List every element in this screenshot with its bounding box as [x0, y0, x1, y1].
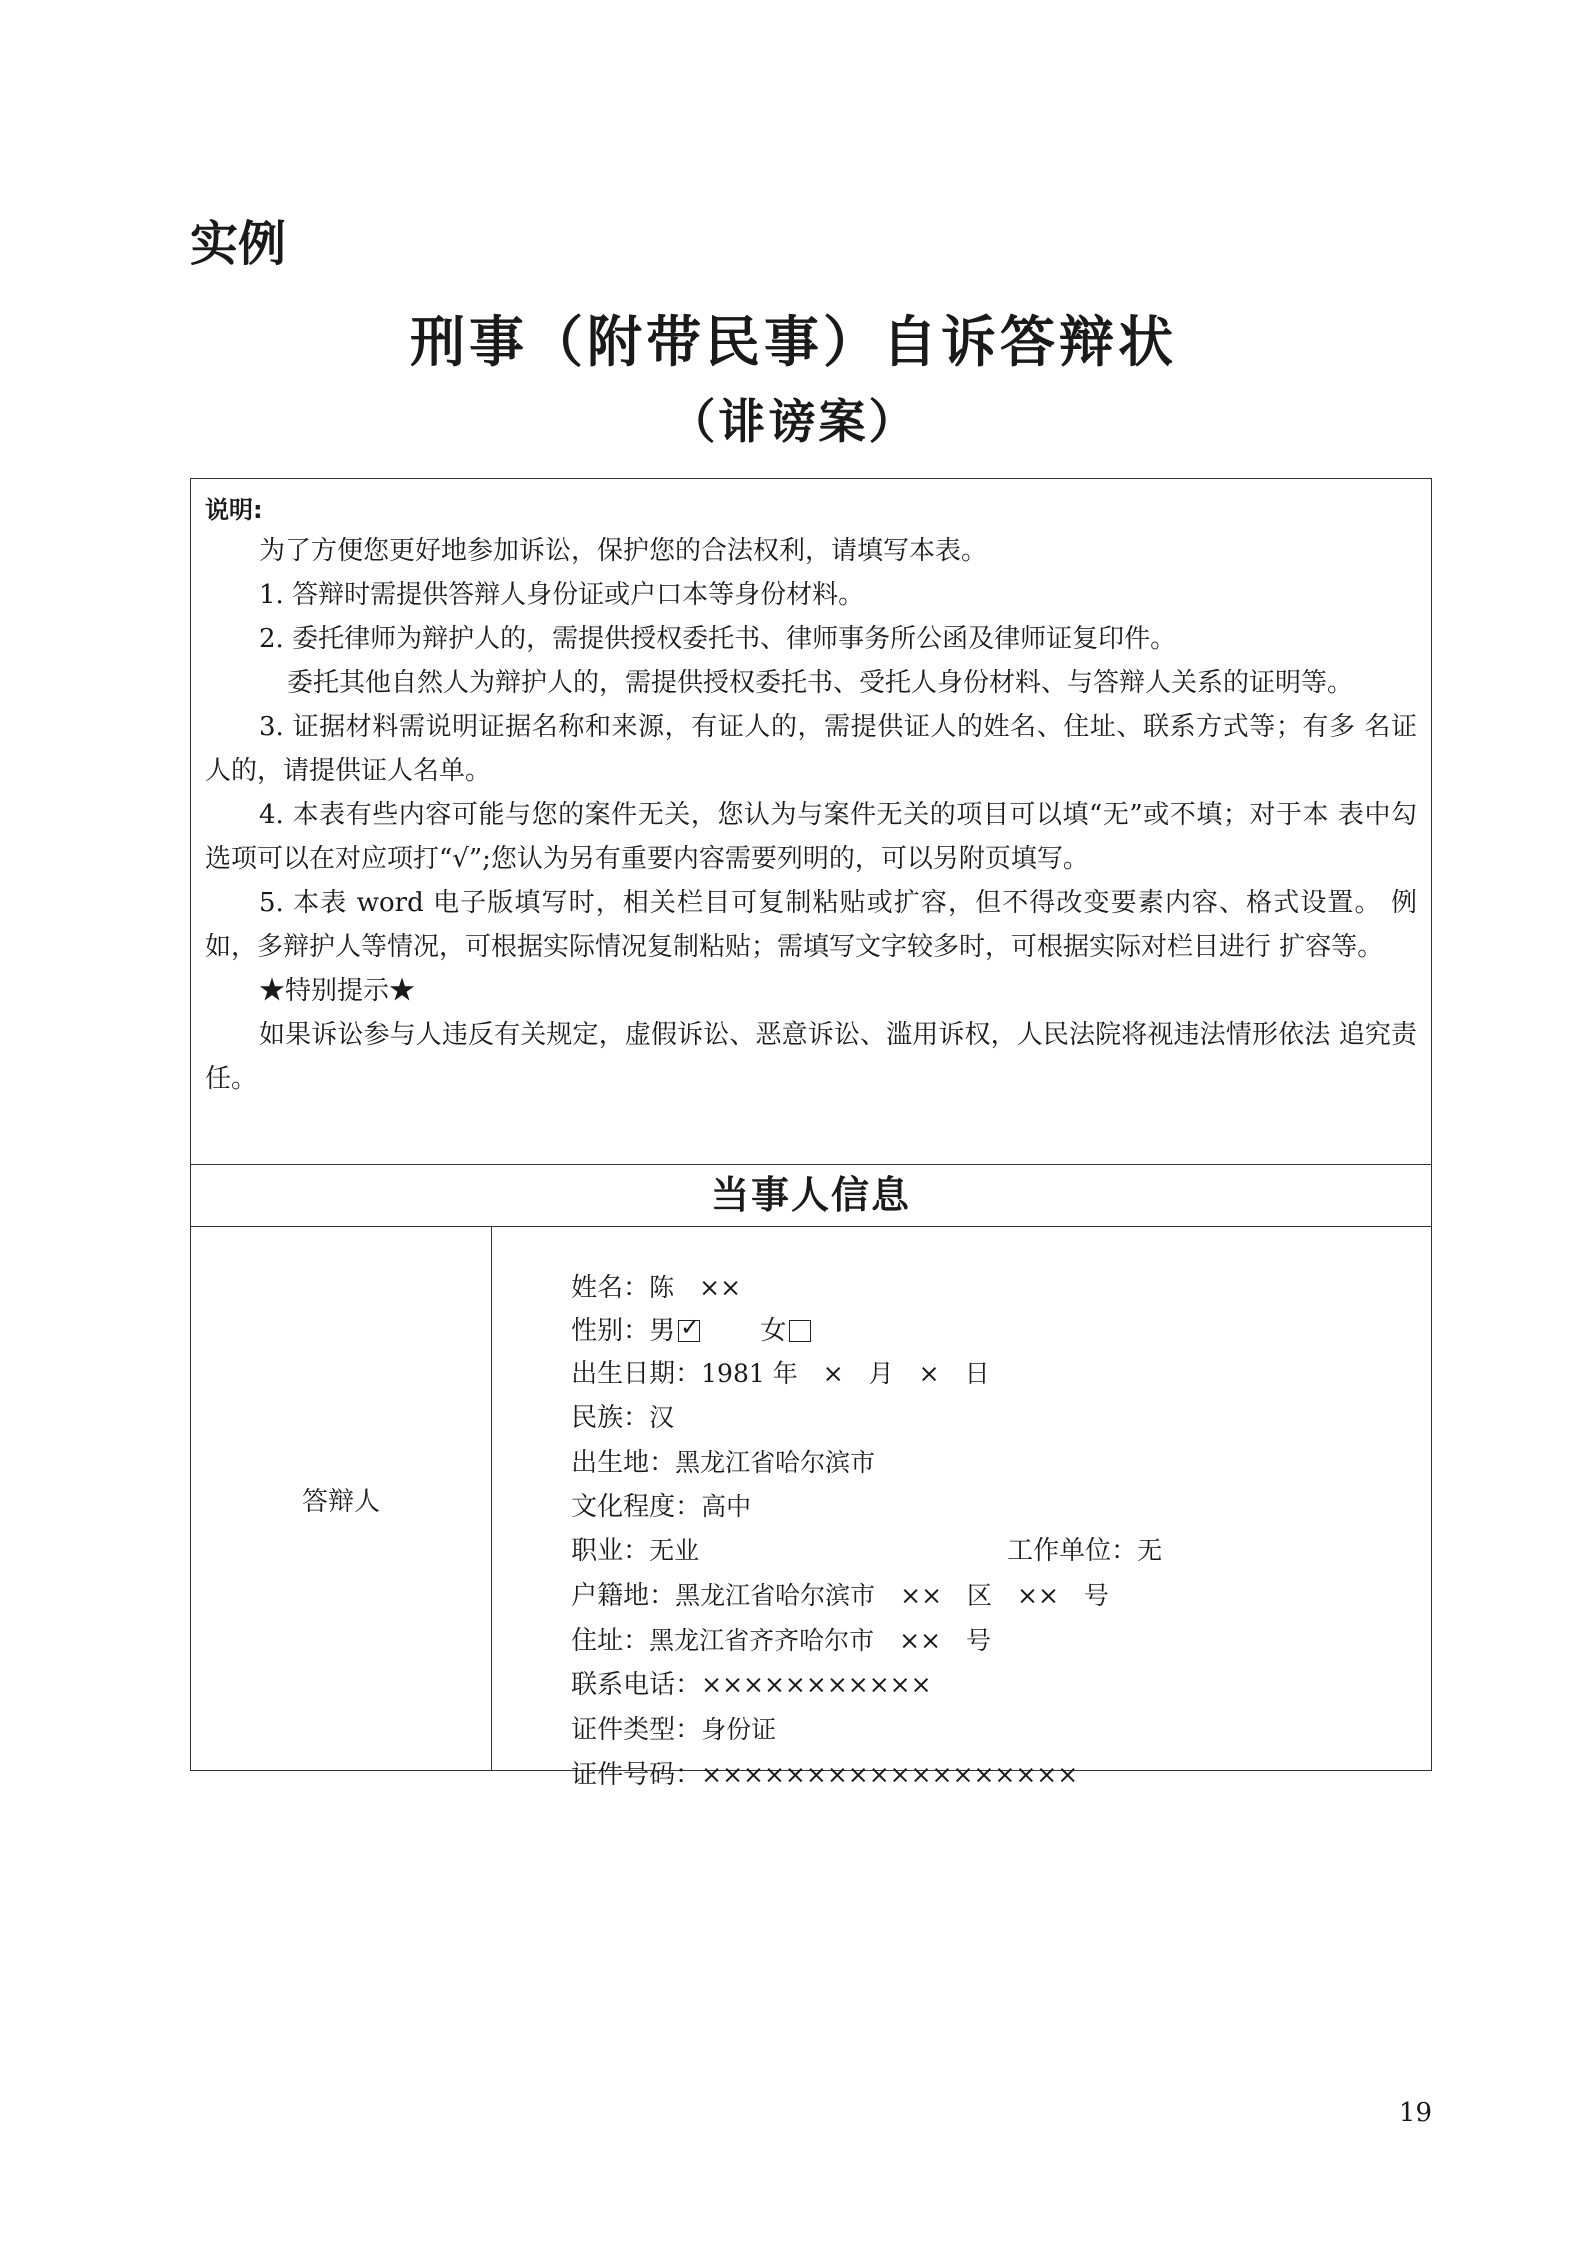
column-divider: [491, 1226, 492, 1771]
instructions-item-1: 1. 答辩时需提供答辩人身份证或户口本等身份材料。: [259, 580, 865, 610]
huji-field: 户籍地：黑龙江省哈尔滨市 ×× 区 ×× 号: [571, 1581, 1109, 1611]
phone-value: ×××××××××××: [701, 1670, 932, 1699]
address-field: 住址：黑龙江省齐齐哈尔市 ×× 号: [571, 1626, 992, 1656]
name-field: 姓名：陈 ××: [571, 1273, 742, 1303]
instructions-item-4: 4. 本表有些内容可能与您的案件无关，您认为与案件无关的项目可以填“无”或不填；对于本 表中勾选项可以在对应项打“√”;您认为另有重要内容需要列明的，可以另附页填写。: [205, 800, 1417, 874]
instructions-cell: [191, 479, 1431, 1164]
page-number: 19: [1398, 2098, 1432, 2128]
document-title: 刑事（附带民事）自诉答辩状: [409, 309, 1177, 374]
role-cell: [191, 1227, 491, 1772]
example-label: 实例: [190, 216, 287, 272]
employer-field: 工作单位：无: [1007, 1536, 1163, 1566]
form-table: [190, 478, 1432, 1790]
name-value: 陈 ××: [649, 1273, 742, 1302]
instructions-item-3: 3. 证据材料需说明证据名称和来源，有证人的，需提供证人的姓名、住址、联系方式等；有多 名证人的，请提供证人名单。: [205, 712, 1417, 786]
special-notice-title: ★特别提示★: [259, 976, 416, 1006]
education-value: 高中: [701, 1492, 752, 1521]
special-notice-text: 如果诉讼参与人违反有关规定，虚假诉讼、恶意诉讼、滥用诉权，人民法院将视违法情形依法 追究责任。: [205, 1020, 1417, 1094]
education-field: 文化程度：高中: [571, 1492, 752, 1522]
idtype-value: 身份证: [701, 1715, 777, 1744]
instructions-item-2-cont: 委托其他自然人为辩护人的，需提供授权委托书、受托人身份材料、与答辩人关系的证明等。: [287, 668, 1354, 698]
huji-value: 黑龙江省哈尔滨市 ×× 区 ×× 号: [675, 1581, 1109, 1610]
gender-field: 性别：男 ✓ 女: [505, 1280, 811, 1382]
occupation-field: 职业：无业: [571, 1536, 700, 1566]
instructions-item-2: 2. 委托律师为辩护人的，需提供授权委托书、律师事务所公函及律师证复印件。: [259, 624, 1177, 654]
instructions-intro: 为了方便您更好地参加诉讼，保护您的合法权利，请填写本表。: [259, 536, 988, 566]
birthplace-value: 黑龙江省哈尔滨市: [675, 1448, 876, 1477]
idno-field: 证件号码：××××××××××××××××××: [571, 1760, 1079, 1790]
section-title: 当事人信息: [710, 1173, 911, 1217]
ethnicity-value: 汉: [649, 1403, 675, 1432]
phone-field: 联系电话：×××××××××××: [571, 1670, 932, 1700]
dob-value: 1981 年 × 月 × 日: [701, 1359, 990, 1388]
instructions-heading: 说明:: [205, 496, 263, 524]
role-label: 答辩人: [301, 1487, 380, 1517]
idtype-field: 证件类型：身份证: [571, 1715, 777, 1745]
check-icon: ✓: [680, 1313, 701, 1341]
document-subtitle: （诽谤案）: [668, 395, 919, 450]
idno-value: ××××××××××××××××××: [701, 1760, 1079, 1789]
birthplace-field: 出生地：黑龙江省哈尔滨市: [571, 1448, 876, 1478]
employer-value: 无: [1137, 1536, 1163, 1565]
address-value: 黑龙江省齐齐哈尔市 ×× 号: [649, 1626, 992, 1655]
occupation-value: 无业: [649, 1536, 700, 1565]
instructions-item-5: 5. 本表 word 电子版填写时，相关栏目可复制粘贴或扩容，但不得改变要素内容、格式设置。 例如，多辩护人等情况，可根据实际情况复制粘贴；需填写文字较多时，可根据实际对栏目进行 扩容等。: [205, 888, 1417, 962]
ethnicity-field: 民族：汉: [571, 1403, 675, 1433]
dob-field: 出生日期：1981 年 × 月 × 日: [571, 1359, 990, 1389]
